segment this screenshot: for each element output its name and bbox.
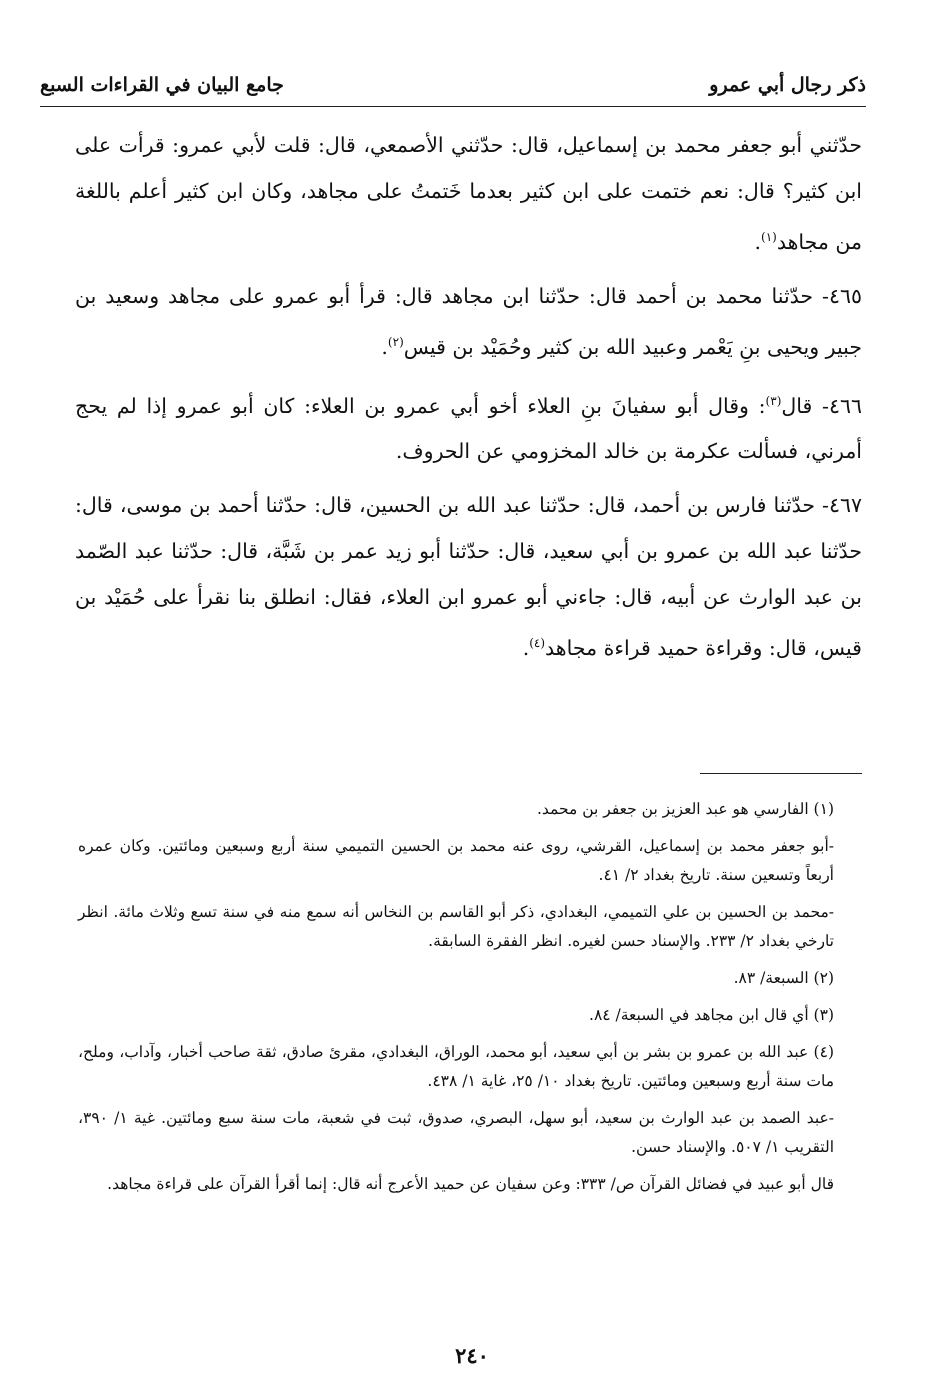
paragraph-465: ٤٦٥- حدّثنا محمد بن أحمد قال: حدّثنا ابن مجاهد قال: قرأ أبو عمرو على مجاهد وسعيد بن جبير ويحيى بنِ يَعْمر وعبيد الله بن كثير وحُمَيْد بن قيس$^{(٢)}$.	[75, 283, 862, 359]
footnote-ref-1[interactable]: (١)	[761, 230, 777, 244]
footnote-ref-4[interactable]: (٤)	[529, 636, 546, 651]
running-header	[40, 70, 866, 102]
footnote-4: (٤) عبد الله بن عمرو بن بشر بن أبي سعيد، أبو محمد، الوراق، البغدادي، مقرئ صادق، ثقة صاحب أخبار، وآداب، وملح، مات سنة أربع وسبعين ومائتين. تاريخ بغداد ١٠/ ٢٥، غاية ١/ ٤٣٨.	[78, 1043, 834, 1090]
footnote-separator	[700, 773, 862, 774]
footnote-2: (٢) السبعة/ ٨٣.	[733, 969, 834, 987]
footnotes	[78, 795, 834, 1207]
header-rule	[40, 106, 866, 107]
footnote-ref-2[interactable]: (٢)	[387, 334, 404, 349]
footnote-4-note-c: قال أبو عبيد في فضائل القرآن ص/ ٣٣٣: وعن سفيان عن حميد الأعرج أنه قال: إنما أقرأ القرآن على قراءة مجاهد.	[107, 1175, 834, 1193]
header-book-title: جامع البيان في القراءات السبع	[40, 74, 284, 96]
paragraph-466: ٤٦٦- قال$^{(٣)}$: وقال أبو سفيانَ بنِ العلاء أخو أبي عمرو بن العلاء: كان أبو عمرو إذا لم يحج أمرني، فسألت عكرمة بن خالد المخزومي عن الحروف.	[75, 393, 862, 464]
paragraph-467: ٤٦٧- حدّثنا فارس بن أحمد، قال: حدّثنا عبد الله بن الحسين، قال: حدّثنا أحمد بن موسى، قال: حدّثنا عبد الله بن عمرو بن أبي سعيد، قال: حدّثنا أبو زيد عمر بن شَبَّة، قال: حدّثنا عبد الصّمد بن عبد الوارث عن أبيه، قال: جاءني أبو عمرو ابن العلاء، فقال: انطلق بنا نقرأ على حُمَيْد بن قيس، قال: وقراءة حميد قراءة مجاهد$^{(٤)}$.	[75, 493, 862, 661]
footnote-1: (١) الفارسي هو عبد العزيز بن جعفر بن محمد.	[536, 800, 834, 818]
footnote-3: (٣) أي قال ابن مجاهد في السبعة/ ٨٤.	[589, 1006, 834, 1024]
footnote-1-note-c: -محمد بن الحسين بن علي التميمي، البغدادي، ذكر أبو القاسم بن النخاس أنه سمع منه في سنة تسع وثلاث مائة. انظر تارخي بغداد ٢/ ٢٣٣. والإسناد حسن لغيره. انظر الفقرة السابقة.	[78, 903, 834, 950]
page-number: ٢٤٠	[455, 1343, 489, 1368]
header-chapter-title: ذكر رجال أبي عمرو	[709, 74, 866, 96]
footnote-4-note-b: -عبد الصمد بن عبد الوارث بن سعيد، أبو سهل، البصري، صدوق، ثبت في شعبة، مات سنة سبع ومائتين. غية ١/ ٣٩٠، التقريب ١/ ٥٠٧. والإسناد حسن.	[78, 1109, 834, 1156]
paragraph-1: حدّثني أبو جعفر محمد بن إسماعيل، قال: حدّثني الأصمعي، قال: قلت لأبي عمرو: قرأت على ابن كثير؟ قال: نعم ختمت على ابن كثير بعدما خَتمتُ على مجاهد، وكان ابن كثير أعلم باللغة من مجاهد$^{(١)}$.	[75, 133, 862, 254]
footnote-ref-3[interactable]: (٣)	[765, 393, 782, 408]
main-text	[75, 122, 862, 679]
footnote-1-note-b: -أبو جعفر محمد بن إسماعيل، القرشي، روى عنه محمد بن الحسين التميمي سنة أربع وسبعين ومائتين. وكان عمره أربعاً وتسعين سنة. تاريخ بغداد ٢/ ٤١.	[78, 837, 834, 884]
